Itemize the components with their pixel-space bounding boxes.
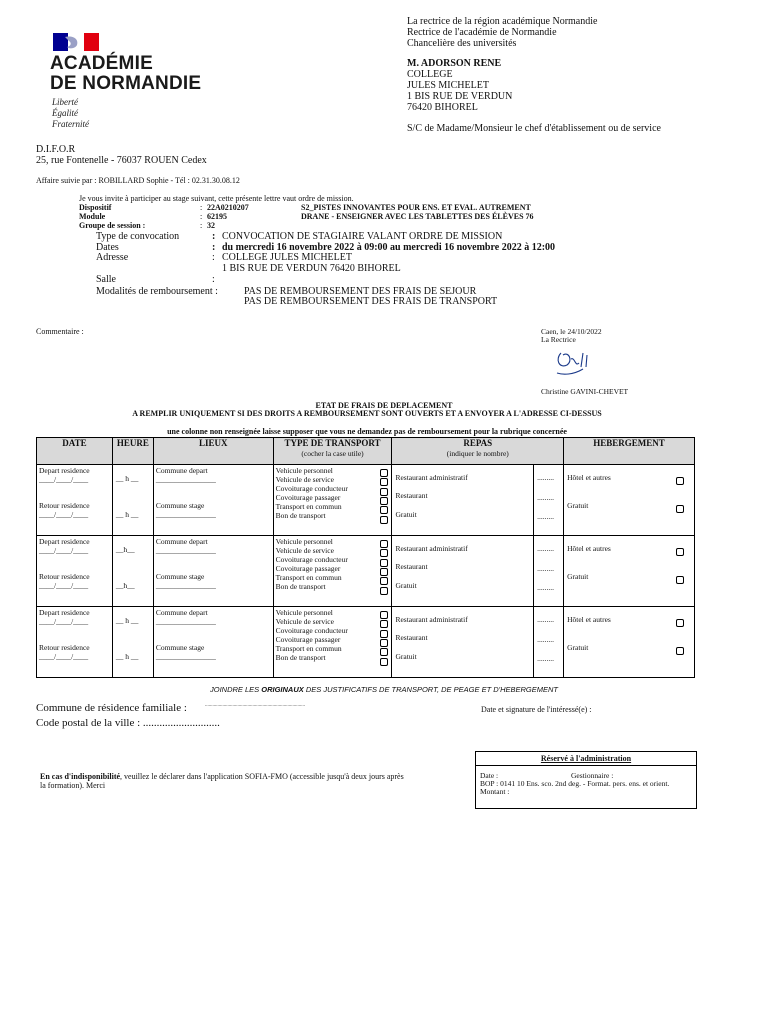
signature-role: La Rectrice (541, 335, 576, 344)
date-signature-label: Date et signature de l'intéressé(e) : (481, 705, 592, 714)
transport-checkbox[interactable] (380, 497, 388, 505)
date-retour-label: Retour residence (39, 572, 90, 581)
date-depart-field[interactable]: ____/____/____ (39, 617, 89, 626)
transport-checkbox[interactable] (380, 469, 388, 477)
dates-label: Dates (96, 242, 119, 253)
transport-option-label: Vehicule personnel (275, 608, 333, 617)
date-retour-label: Retour residence (39, 643, 90, 652)
date-retour-label: Retour residence (39, 501, 90, 510)
module-title: DRANE - ENSEIGNER AVEC LES TABLETTES DES ÉLÈVES 76 (301, 212, 534, 221)
commune-stage-label: Commune stage (155, 643, 205, 652)
header-lieux: LIEUX (153, 438, 273, 465)
date-retour-field[interactable]: ____/____/____ (39, 652, 89, 661)
heberg-gratuit-label: Gratuit (567, 501, 589, 510)
commune-depart-label: Commune depart (155, 466, 208, 475)
transport-option-label: Bon de transport (275, 582, 326, 591)
signature-place-date: Caen, le 24/10/2022 (541, 327, 602, 336)
heberg-gratuit-label: Gratuit (567, 643, 589, 652)
repas-restaurant-label: Restaurant (395, 633, 428, 642)
date-retour-field[interactable]: ____/____/____ (39, 510, 89, 519)
colon: : (212, 231, 216, 242)
transport-option-label: Transport en commun (275, 573, 342, 582)
admin-montant: Montant : (480, 787, 510, 796)
transport-checkbox[interactable] (380, 630, 388, 638)
repas-admin-label: Restaurant administratif (395, 544, 468, 553)
joindre-note: JOINDRE LES ORIGINAUX DES JUSTIFICATIFS DE TRANSPORT, DE PEAGE ET D'HEBERGEMENT (209, 685, 559, 694)
hotel-label: Hôtel et autres (567, 615, 611, 624)
affaire-suivie: Affaire suivie par : ROBILLARD Sophie - Tél : 02.31.30.08.12 (36, 176, 240, 185)
recipient-via: S/C de Madame/Monsieur le chef d'établissement ou de service (407, 123, 661, 134)
transport-checkbox[interactable] (380, 639, 388, 647)
repas-restaurant-label: Restaurant (395, 491, 428, 500)
colon: : (200, 203, 203, 212)
heure-retour-field[interactable]: __h__ (115, 581, 135, 590)
transport-option-label: Covoiturage conducteur (275, 555, 348, 564)
colon: : (200, 212, 203, 221)
transport-checkbox[interactable] (380, 648, 388, 656)
transport-checkbox[interactable] (380, 488, 388, 496)
difor-block (36, 144, 207, 166)
date-retour-field[interactable]: ____/____/____ (39, 581, 89, 590)
modalites-line1: PAS DE REMBOURSEMENT DES FRAIS DE SEJOUR (244, 286, 477, 297)
repas-gratuit-count[interactable]: ......... (537, 654, 555, 663)
transport-checkbox[interactable] (380, 559, 388, 567)
commune-stage-field[interactable]: ________________ (155, 652, 216, 661)
repas-admin-count[interactable]: ......... (537, 615, 555, 624)
repas-admin-label: Restaurant administratif (395, 473, 468, 482)
header-heure: HEURE (112, 438, 153, 465)
etat-subtitle: A REMPLIR UNIQUEMENT SI DES DROITS A REMBOURSEMENT SONT OUVERTS ET A ENVOYER A L'ADRESSE CI-DESSUS (132, 409, 602, 418)
commune-stage-label: Commune stage (155, 572, 205, 581)
admin-title: Réservé à l'administration (476, 752, 696, 766)
repas-gratuit-label: Gratuit (395, 652, 417, 661)
recipient-name: M. ADORSON RENE (407, 58, 502, 69)
handwritten-signature-icon (553, 345, 603, 379)
recipient-line1: COLLEGE (407, 69, 453, 80)
commune-field[interactable]: ................................................................................ (205, 703, 305, 708)
groupe-value: 32 (207, 221, 215, 230)
recipient-line2: JULES MICHELET (407, 80, 489, 91)
table-row (37, 536, 695, 607)
transport-option-label: Covoiturage passager (275, 564, 341, 573)
modalites-label: Modalités de remboursement : (96, 286, 218, 297)
transport-option-label: Vehicule de service (275, 546, 334, 555)
sender-line1: La rectrice de la région académique Normandie (407, 16, 598, 27)
admin-gestionnaire: Gestionnaire : (571, 771, 614, 780)
transport-option-label: Transport en commun (275, 644, 342, 653)
transport-checkbox[interactable] (380, 506, 388, 514)
commune-depart-label: Commune depart (155, 537, 208, 546)
motto-egalite: Égalité (52, 108, 78, 118)
date-depart-label: Depart residence (39, 466, 90, 475)
type-label: Type de convocation (96, 231, 180, 242)
motto-fraternite: Fraternité (52, 119, 89, 129)
repas-admin-count[interactable]: ......... (537, 473, 555, 482)
header-repas: REPAS (indiquer le nombre) (392, 438, 564, 465)
admin-bop: BOP : 0141 10 Ens. sco. 2nd deg. - Format. pers. ens. et orient. (480, 779, 670, 788)
transport-option-label: Vehicule personnel (275, 537, 333, 546)
repas-admin-count[interactable]: ......... (537, 544, 555, 553)
dispositif-title: S2_PISTES INNOVANTES POUR ENS. ET EVAL. AUTREMENT (301, 203, 531, 212)
colon: : (200, 221, 203, 230)
repas-restaurant-count[interactable]: ......... (537, 635, 555, 644)
transport-option-label: Bon de transport (275, 653, 326, 662)
transport-option-label: Covoiturage conducteur (275, 626, 348, 635)
heure-depart-field[interactable]: __ h __ (115, 474, 139, 483)
etat-title: ETAT DE FRAIS DE DEPLACEMENT (315, 401, 453, 410)
groupe-label: Groupe de session : (79, 221, 146, 230)
hotel-label: Hôtel et autres (567, 473, 611, 482)
adresse-line1: COLLEGE JULES MICHELET (222, 252, 352, 263)
type-value: CONVOCATION DE STAGIAIRE VALANT ORDRE DE MISSION (222, 231, 503, 242)
sender-line3: Chancelière des universités (407, 38, 517, 49)
transport-option-label: Covoiturage passager (275, 635, 341, 644)
heure-depart-field[interactable]: __h__ (115, 545, 135, 554)
indispo-note: En cas d'indisponibilité, veuillez le déclarer dans l'application SOFIA-FMO (accessible jusqu'à deux jours après la formation). Merci (40, 772, 404, 790)
transport-checkbox[interactable] (380, 658, 388, 666)
module-label: Module (79, 212, 106, 221)
transport-option-label: Covoiturage conducteur (275, 484, 348, 493)
commune-depart-field[interactable]: ________________ (155, 475, 216, 484)
transport-option-label: Vehicule de service (275, 617, 334, 626)
recipient-line4: 76420 BIHOREL (407, 102, 478, 113)
commune-stage-field[interactable]: ________________ (155, 510, 216, 519)
repas-gratuit-count[interactable]: ......... (537, 512, 555, 521)
motto-liberte: Liberté (52, 97, 78, 107)
repas-gratuit-label: Gratuit (395, 581, 417, 590)
date-depart-label: Depart residence (39, 537, 90, 546)
repas-restaurant-label: Restaurant (395, 562, 428, 571)
repas-restaurant-count[interactable]: ......... (537, 493, 555, 502)
logo-line2: DE NORMANDIE (50, 73, 202, 94)
etat-note: une colonne non renseignée laisse supposer que vous ne demandez pas de remboursement pour la rubrique concernée (167, 427, 567, 436)
transport-checkbox[interactable] (380, 516, 388, 524)
date-depart-label: Depart residence (39, 608, 90, 617)
repas-gratuit-label: Gratuit (395, 510, 417, 519)
transport-option-label: Transport en commun (275, 502, 342, 511)
sender-line2: Rectrice de l'académie de Normandie (407, 27, 557, 38)
heberg-gratuit-checkbox[interactable] (676, 576, 684, 584)
transport-option-label: Covoiturage passager (275, 493, 341, 502)
expense-table (36, 437, 695, 678)
adresse-line2: 1 BIS RUE DE VERDUN 76420 BIHOREL (222, 263, 401, 274)
commune-stage-label: Commune stage (155, 501, 205, 510)
header-transport: TYPE DE TRANSPORT (cocher la case utile) (273, 438, 392, 465)
difor-line1: D.I.F.O.R (36, 144, 76, 155)
date-depart-field[interactable]: ____/____/____ (39, 475, 89, 484)
transport-checkbox[interactable] (380, 478, 388, 486)
heure-depart-field[interactable]: __ h __ (115, 616, 139, 625)
date-depart-field[interactable]: ____/____/____ (39, 546, 89, 555)
admin-box (475, 751, 697, 809)
signature-name: Christine GAVINI-CHEVET (541, 387, 629, 396)
heberg-gratuit-checkbox[interactable] (676, 505, 684, 513)
commune-depart-label: Commune depart (155, 608, 208, 617)
commune-depart-field[interactable]: ________________ (155, 546, 216, 555)
header-hebergement: HEBERGEMENT (564, 438, 695, 465)
hotel-checkbox[interactable] (676, 619, 684, 627)
difor-line2: 25, rue Fontenelle - 76037 ROUEN Cedex (36, 155, 207, 166)
modalites-line2: PAS DE REMBOURSEMENT DES FRAIS DE TRANSPORT (244, 296, 498, 307)
sender-header (407, 16, 597, 49)
dates-value: du mercredi 16 novembre 2022 à 09:00 au mercredi 16 novembre 2022 à 12:00 (222, 242, 556, 253)
heure-retour-field[interactable]: __ h __ (115, 510, 139, 519)
transport-option-label: Vehicule de service (275, 475, 334, 484)
invite-text: Je vous invite à participer au stage suivant, cette présente lettre vaut ordre de mission. (79, 194, 354, 203)
hotel-label: Hôtel et autres (567, 544, 611, 553)
logo-line1: ACADÉMIE (50, 53, 153, 74)
dispositif-label: Dispositif (79, 203, 112, 212)
commentaire-label: Commentaire : (36, 327, 84, 336)
heberg-gratuit-checkbox[interactable] (676, 647, 684, 655)
transport-checkbox[interactable] (380, 568, 388, 576)
hotel-checkbox[interactable] (676, 477, 684, 485)
commune-stage-field[interactable]: ________________ (155, 581, 216, 590)
academie-logo (50, 33, 210, 133)
marianne-flag-icon (53, 33, 99, 51)
colon: : (212, 274, 215, 285)
transport-checkbox[interactable] (380, 540, 388, 548)
transport-checkbox[interactable] (380, 549, 388, 557)
admin-date: Date : (480, 771, 499, 780)
heure-retour-field[interactable]: __ h __ (115, 652, 139, 661)
table-row (37, 607, 695, 678)
commune-label: Commune de résidence familiale : (36, 702, 187, 714)
adresse-label: Adresse (96, 252, 129, 263)
transport-checkbox[interactable] (380, 577, 388, 585)
transport-checkbox[interactable] (380, 587, 388, 595)
dispositif-code: 22A0210207 (207, 203, 249, 212)
header-date: DATE (37, 438, 113, 465)
transport-checkbox[interactable] (380, 611, 388, 619)
transport-option-label: Vehicule personnel (275, 466, 333, 475)
table-row (37, 465, 695, 536)
salle-label: Salle (96, 274, 116, 285)
code-postal-field[interactable]: Code postal de la ville : ............................ (36, 717, 220, 729)
colon: : (212, 242, 216, 253)
repas-restaurant-count[interactable]: ......... (537, 564, 555, 573)
recipient-block (407, 58, 512, 113)
recipient-line3: 1 BIS RUE DE VERDUN (407, 91, 513, 102)
repas-gratuit-count[interactable]: ......... (537, 583, 555, 592)
colon: : (212, 252, 215, 263)
module-code: 62195 (207, 212, 227, 221)
heberg-gratuit-label: Gratuit (567, 572, 589, 581)
transport-option-label: Bon de transport (275, 511, 326, 520)
transport-checkbox[interactable] (380, 620, 388, 628)
commune-depart-field[interactable]: ________________ (155, 617, 216, 626)
repas-admin-label: Restaurant administratif (395, 615, 468, 624)
hotel-checkbox[interactable] (676, 548, 684, 556)
